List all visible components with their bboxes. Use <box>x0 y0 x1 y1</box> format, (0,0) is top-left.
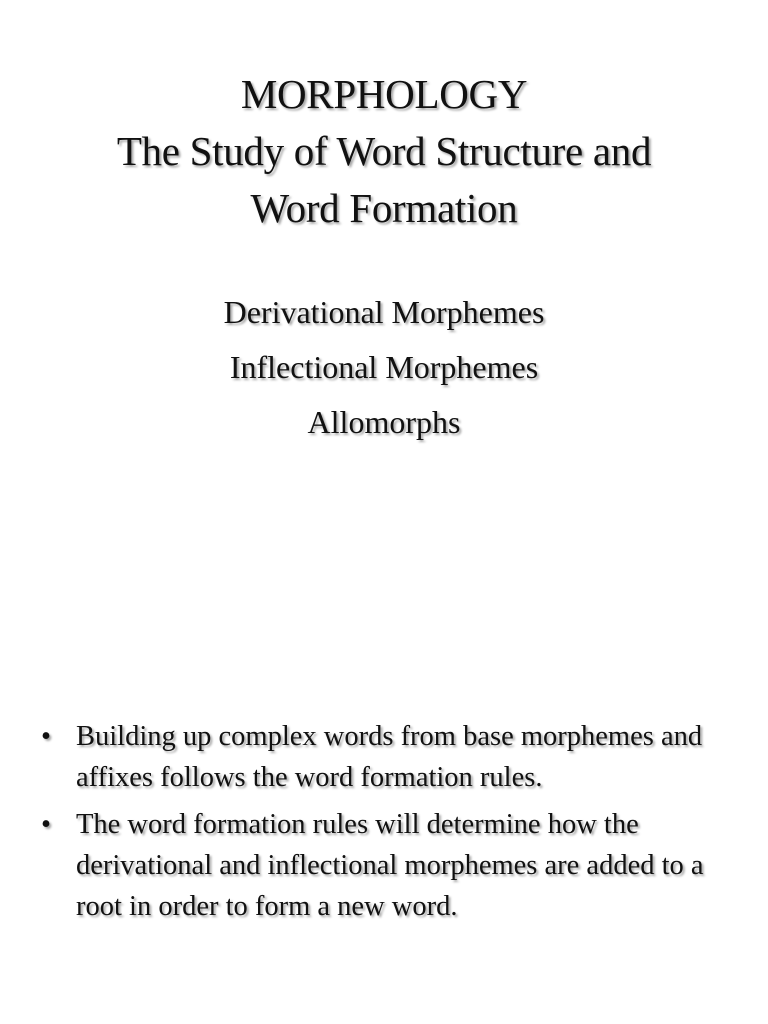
topic-list <box>0 285 768 450</box>
slide-title <box>0 66 768 237</box>
title-line-1: MORPHOLOGY <box>240 71 528 117</box>
title-line-3: Word Formation <box>250 185 518 231</box>
bullet-item <box>0 716 768 798</box>
topic-inflectional: Inflectional Morphemes <box>229 349 539 385</box>
bullet-item <box>0 804 768 927</box>
bullet-marker-icon: • <box>41 809 51 840</box>
title-line-2: The Study of Word Structure and <box>116 128 652 174</box>
bullet-marker-icon: • <box>41 721 51 752</box>
bullet-list <box>0 716 768 933</box>
bullet-text: Building up complex words from base morphemes and affixes follows the word formation rules. <box>76 721 703 793</box>
bullet-text: The word formation rules will determine how the derivational and inflectional morphemes are added to a root in order to form a new word. <box>76 809 704 922</box>
topic-allomorphs: Allomorphs <box>307 404 461 440</box>
topic-derivational: Derivational Morphemes <box>223 294 545 330</box>
